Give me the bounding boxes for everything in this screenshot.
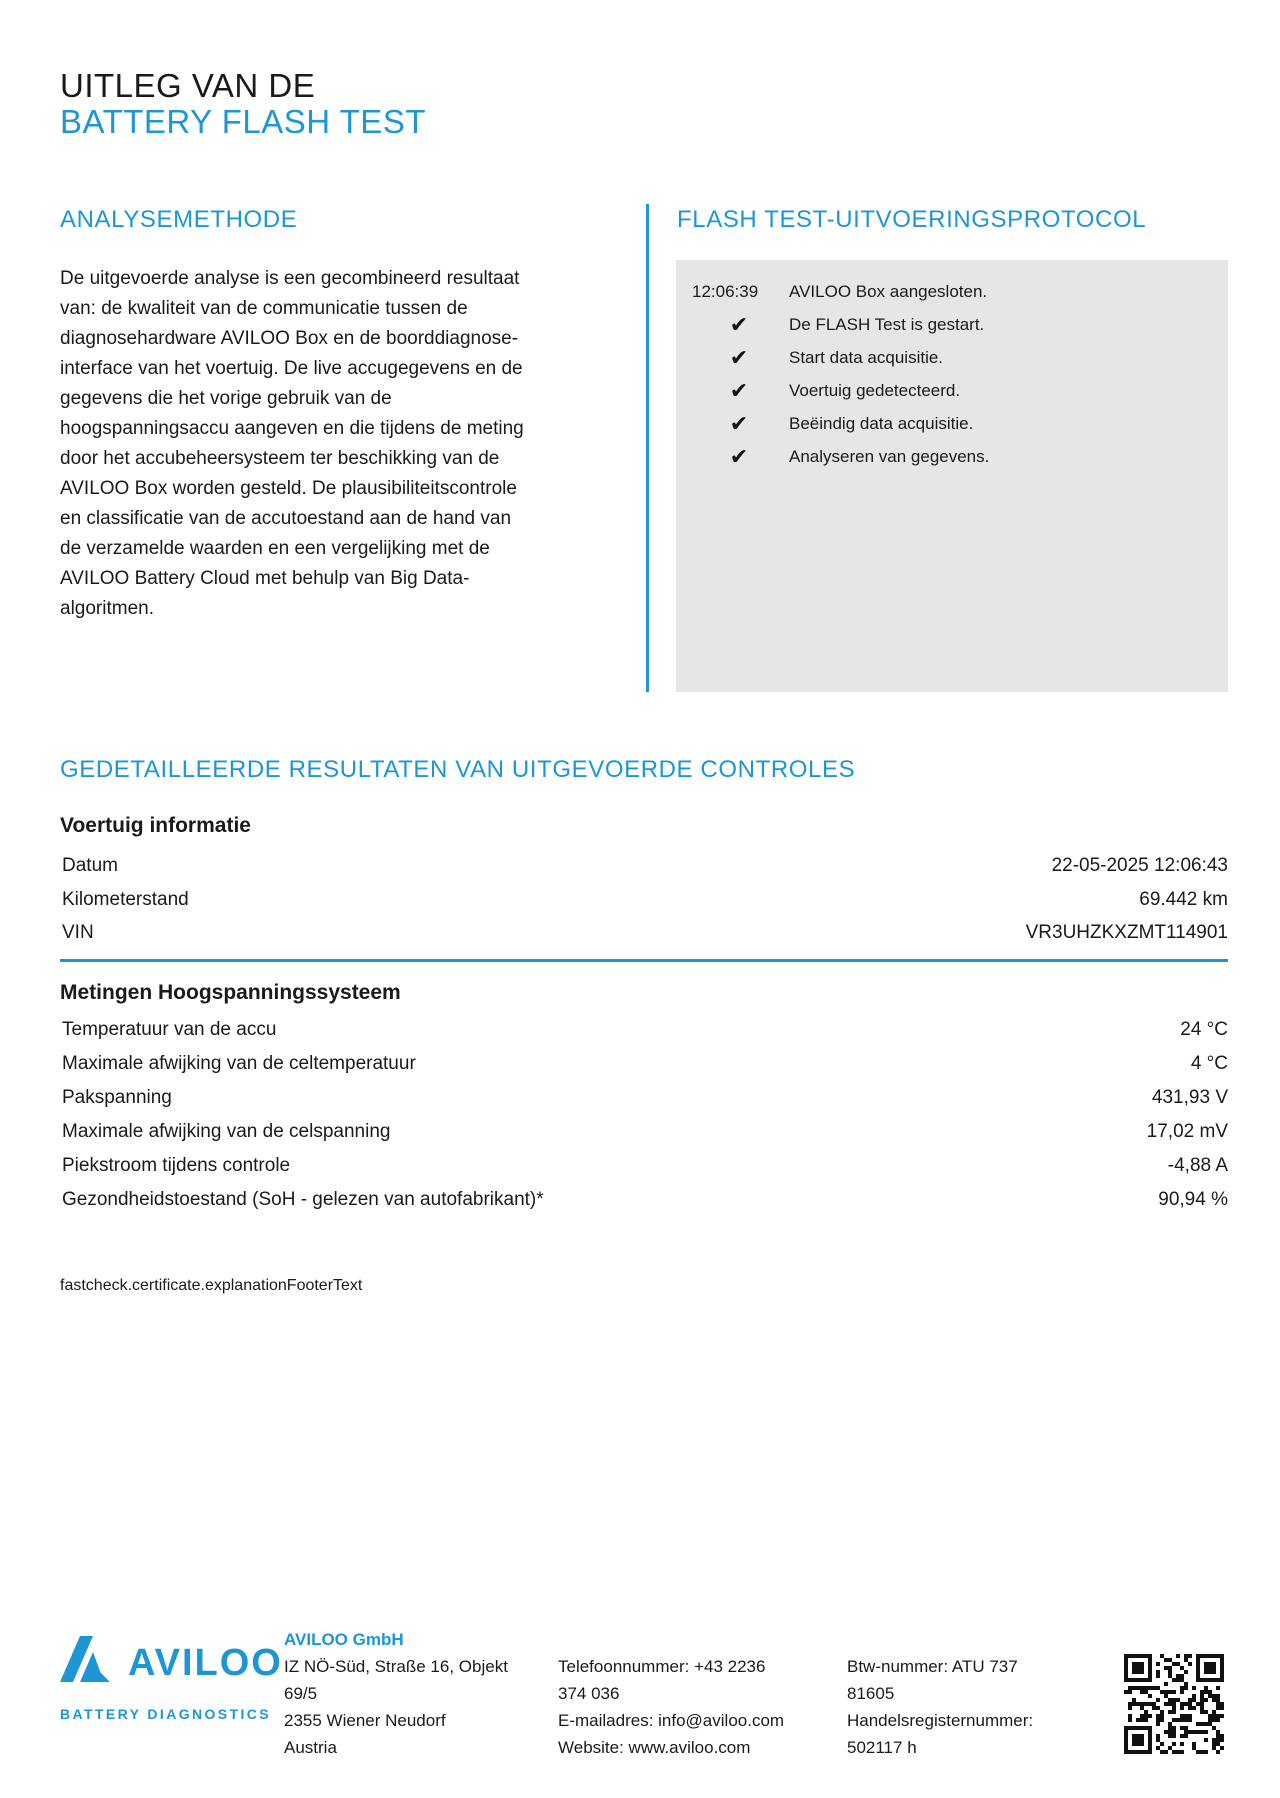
analysis-line: hoogspanningsaccu aangeven en die tijdens de meting: [60, 418, 524, 439]
analysis-line: van: de kwaliteit van de communicatie tussen de: [60, 298, 468, 319]
row-label: Datum: [62, 855, 118, 876]
row-value: 22-05-2025 12:06:43: [1051, 855, 1228, 876]
protocol-message: Voertuig gedetecteerd.: [789, 381, 961, 400]
footer-note: fastcheck.certificate.explanationFooterText: [60, 1277, 363, 1294]
aviloo-logo-icon: [60, 1630, 285, 1685]
contact-line: 374 036: [558, 1684, 620, 1703]
qr-code-icon: [1124, 1654, 1224, 1754]
analysis-heading: ANALYSEMETHODE: [60, 206, 298, 233]
footer-address: [284, 1626, 544, 1761]
row-value: 4 °C: [1190, 1053, 1228, 1074]
protocol-message: Beëindig data acquisitie.: [789, 414, 974, 433]
legal-line: Btw-nummer: ATU 737: [847, 1657, 1018, 1676]
analysis-line: interface van het voertuig. De live accugegevens en de: [60, 358, 523, 379]
page-title: [60, 68, 426, 140]
row-label: Kilometerstand: [62, 888, 189, 910]
row-value: 17,02 mV: [1146, 1121, 1228, 1142]
row-label: Gezondheidstoestand (SoH - gelezen van autofabrikant)*: [62, 1189, 544, 1210]
protocol-entry: [676, 374, 1228, 407]
protocol-entry: [676, 275, 1228, 308]
table-row: [62, 1183, 1228, 1217]
row-label: Pakspanning: [62, 1087, 172, 1108]
row-value: 69.442 km: [1139, 888, 1228, 910]
analysis-line: door het accubeheersysteem ter beschikking van de: [60, 448, 500, 469]
qr-code: [1124, 1654, 1224, 1759]
logo-tagline: BATTERY DIAGNOSTICS: [60, 1706, 272, 1722]
row-value: VR3UHZKXZMT114901: [1025, 922, 1228, 943]
hv-measurements-title: Metingen Hoogspanningssysteem: [60, 981, 401, 1004]
contact-line: E-mailadres: info@aviloo.com: [558, 1711, 785, 1730]
title-line-1: UITLEG VAN DE: [60, 67, 316, 104]
check-icon: ✔: [729, 345, 749, 370]
protocol-entry: [676, 440, 1228, 473]
row-label: Maximale afwijking van de celtemperatuur: [62, 1053, 416, 1074]
vehicle-info-title: Voertuig informatie: [60, 814, 251, 837]
table-row: [62, 1013, 1228, 1047]
row-value: -4,88 A: [1167, 1155, 1228, 1176]
contact-line: Website: www.aviloo.com: [558, 1738, 751, 1757]
table-row: [62, 1149, 1228, 1183]
svg-text:AVILOO: AVILOO: [128, 1642, 283, 1684]
protocol-heading: FLASH TEST-UITVOERINGSPROTOCOL: [677, 206, 1147, 233]
row-value: 90,94 %: [1158, 1189, 1228, 1210]
address-line: Austria: [284, 1738, 337, 1757]
section-divider: [60, 959, 1228, 962]
title-line-2: BATTERY FLASH TEST: [60, 103, 426, 140]
table-row: [62, 1047, 1228, 1081]
analysis-line: AVILOO Box worden gesteld. De plausibiliteitscontrole: [60, 478, 517, 499]
table-row: [62, 916, 1228, 950]
analysis-line: diagnosehardware AVILOO Box en de boorddiagnose-: [60, 328, 519, 349]
legal-line: Handelsregisternummer:: [847, 1711, 1034, 1730]
company-name: AVILOO GmbH: [284, 1630, 404, 1649]
analysis-line: algoritmen.: [60, 598, 154, 619]
protocol-box: [676, 260, 1228, 692]
analysis-text: [60, 264, 620, 624]
analysis-line: de verzamelde waarden en een vergelijking met de: [60, 538, 490, 559]
protocol-time: 12:06:39: [692, 282, 759, 301]
protocol-entry: [676, 341, 1228, 374]
row-label: Temperatuur van de accu: [62, 1019, 277, 1040]
row-value: 24 °C: [1180, 1019, 1228, 1040]
check-icon: ✔: [729, 312, 749, 337]
protocol-message: AVILOO Box aangesloten.: [789, 282, 988, 301]
protocol-message: Start data acquisitie.: [789, 348, 944, 367]
table-row: [62, 1115, 1228, 1149]
results-heading: GEDETAILLEERDE RESULTATEN VAN UITGEVOERDE CONTROLES: [60, 756, 856, 783]
protocol-entry: [676, 407, 1228, 440]
analysis-line: De uitgevoerde analyse is een gecombineerd resultaat: [60, 268, 520, 289]
contact-line: Telefoonnummer: +43 2236: [558, 1657, 766, 1676]
row-label: VIN: [62, 922, 94, 943]
table-row: [62, 883, 1228, 917]
table-row: [62, 849, 1228, 883]
protocol-entry: [676, 308, 1228, 341]
check-icon: ✔: [729, 411, 749, 436]
legal-line: 81605: [847, 1684, 895, 1703]
address-line: 2355 Wiener Neudorf: [284, 1711, 446, 1730]
protocol-message: Analyseren van gegevens.: [789, 447, 990, 466]
analysis-line: gegevens die het vorige gebruik van de: [60, 388, 392, 409]
protocol-message: De FLASH Test is gestart.: [789, 315, 985, 334]
analysis-line: AVILOO Battery Cloud met behulp van Big Data-: [60, 568, 470, 589]
aviloo-logo: [60, 1630, 285, 1690]
analysis-line: en classificatie van de accutoestand aan de hand van: [60, 508, 512, 529]
check-icon: ✔: [729, 378, 749, 403]
footer-contact: [558, 1653, 838, 1761]
table-row: [62, 1081, 1228, 1115]
row-value: 431,93 V: [1151, 1087, 1228, 1108]
address-line: 69/5: [284, 1684, 318, 1703]
legal-line: 502117 h: [847, 1738, 917, 1757]
column-divider: [646, 204, 649, 692]
check-icon: ✔: [729, 444, 749, 469]
row-label: Maximale afwijking van de celspanning: [62, 1121, 391, 1142]
row-label: Piekstroom tijdens controle: [62, 1155, 291, 1176]
address-line: IZ NÖ-Süd, Straße 16, Objekt: [284, 1657, 508, 1676]
footer-legal: [847, 1653, 1097, 1761]
